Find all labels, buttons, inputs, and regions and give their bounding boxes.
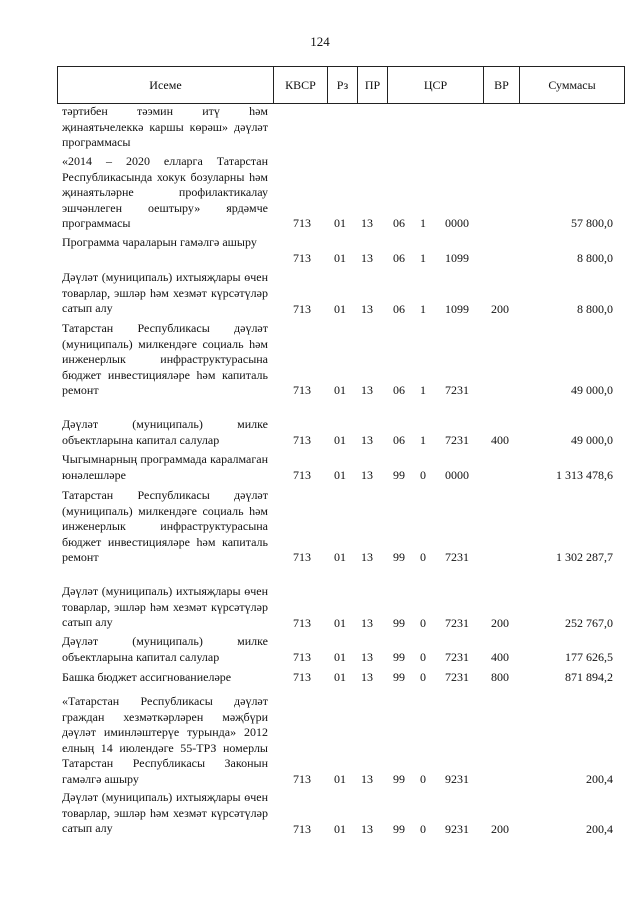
row-rz: 01 — [334, 616, 346, 630]
row-vr: 400 — [491, 433, 509, 447]
row-rz: 01 — [334, 383, 346, 397]
row-rz: 01 — [334, 550, 346, 564]
row-pr: 13 — [361, 251, 373, 265]
row-ksvr: 713 — [293, 216, 311, 230]
row-pr: 13 — [361, 433, 373, 447]
row-ksvr: 713 — [293, 550, 311, 564]
row-sum: 57 800,0 — [571, 216, 613, 230]
row-vr: 200 — [491, 616, 509, 630]
header-rz: Рз — [328, 67, 358, 103]
row-csr-1: 06 — [393, 251, 405, 265]
row-pr: 13 — [361, 468, 373, 482]
header-pr: ПР — [358, 67, 388, 103]
table-row — [0, 790, 640, 838]
row-csr-3: 7231 — [445, 383, 469, 397]
row-name: тәртибен тәэмин итү һәм җинаятьчелеккә каршы көрәш» дәүләт программасы — [62, 104, 268, 149]
row-csr-1: 06 — [393, 302, 405, 316]
row-rz: 01 — [334, 251, 346, 265]
row-sum: 1 302 287,7 — [556, 550, 613, 564]
row-ksvr: 713 — [293, 670, 311, 684]
row-name: Башка бюджет ассигнованиеләре — [62, 670, 232, 684]
row-name: Татарстан Республикасы дәүләт (муниципаль) милкендәге социаль һәм инженерлык инфраструктурасына бюджет инвестицияләре һәм капиталь ремонт — [62, 488, 268, 564]
table-row — [0, 488, 640, 568]
row-sum: 871 894,2 — [565, 670, 613, 684]
row-csr-1: 99 — [393, 822, 405, 836]
row-name: Татарстан Республикасы дәүләт (муниципаль) милкендәге социаль һәм инженерлык инфраструктурасына бюджет инвестицияләре һәм капиталь ремонт — [62, 321, 268, 397]
row-sum: 200,4 — [586, 772, 613, 786]
row-name: Программа чараларын гамәлгә ашыру — [62, 235, 257, 249]
row-csr-1: 99 — [393, 550, 405, 564]
row-csr-2: 0 — [420, 468, 426, 482]
row-vr: 800 — [491, 670, 509, 684]
row-rz: 01 — [334, 772, 346, 786]
row-name: Дәүләт (муниципаль) милке объектларына капитал салулар — [62, 634, 268, 664]
header-ksvr: КВСР — [274, 67, 328, 103]
table-header — [57, 66, 625, 104]
row-pr: 13 — [361, 616, 373, 630]
row-ksvr: 713 — [293, 772, 311, 786]
table-row — [0, 584, 640, 632]
row-csr-3: 7231 — [445, 433, 469, 447]
row-csr-3: 0000 — [445, 216, 469, 230]
row-csr-3: 7231 — [445, 670, 469, 684]
row-csr-2: 1 — [420, 251, 426, 265]
row-name: Дәүләт (муниципаль) ихтыяҗлары өчен товарлар, эшләр һәм хезмәт күрсәтүләр сатып алу — [62, 584, 268, 629]
table-row — [0, 321, 640, 401]
row-csr-2: 1 — [420, 216, 426, 230]
row-ksvr: 713 — [293, 650, 311, 664]
row-pr: 13 — [361, 302, 373, 316]
row-csr-1: 99 — [393, 650, 405, 664]
row-csr-2: 0 — [420, 772, 426, 786]
row-pr: 13 — [361, 670, 373, 684]
row-sum: 8 800,0 — [577, 251, 613, 265]
row-ksvr: 713 — [293, 302, 311, 316]
table-row — [0, 104, 640, 150]
row-pr: 13 — [361, 383, 373, 397]
row-pr: 13 — [361, 550, 373, 564]
row-csr-1: 99 — [393, 772, 405, 786]
row-vr: 400 — [491, 650, 509, 664]
row-csr-1: 06 — [393, 383, 405, 397]
header-sum: Суммасы — [548, 78, 596, 92]
row-vr: 200 — [491, 822, 509, 836]
row-csr-2: 1 — [420, 433, 426, 447]
row-rz: 01 — [334, 216, 346, 230]
table-row — [0, 452, 640, 484]
header-name: Исеме — [58, 67, 274, 103]
table-row — [0, 634, 640, 666]
row-csr-3: 7231 — [445, 650, 469, 664]
table-row — [0, 417, 640, 449]
row-sum: 49 000,0 — [571, 433, 613, 447]
row-csr-2: 0 — [420, 670, 426, 684]
page-number: 124 — [310, 34, 330, 49]
row-csr-2: 0 — [420, 650, 426, 664]
row-csr-2: 1 — [420, 383, 426, 397]
row-csr-1: 06 — [393, 433, 405, 447]
row-rz: 01 — [334, 650, 346, 664]
row-csr-1: 99 — [393, 616, 405, 630]
row-pr: 13 — [361, 822, 373, 836]
row-csr-3: 7231 — [445, 616, 469, 630]
row-csr-2: 1 — [420, 302, 426, 316]
row-rz: 01 — [334, 822, 346, 836]
table-row — [0, 694, 640, 790]
row-csr-2: 0 — [420, 550, 426, 564]
table-row — [0, 235, 640, 267]
row-ksvr: 713 — [293, 468, 311, 482]
row-ksvr: 713 — [293, 383, 311, 397]
row-sum: 177 626,5 — [565, 650, 613, 664]
row-csr-1: 99 — [393, 670, 405, 684]
row-sum: 252 767,0 — [565, 616, 613, 630]
row-rz: 01 — [334, 670, 346, 684]
row-name: Чыгымнарның программада каралмаган юнәлешләре — [62, 452, 268, 482]
row-pr: 13 — [361, 650, 373, 664]
row-csr-2: 0 — [420, 616, 426, 630]
row-vr: 200 — [491, 302, 509, 316]
row-csr-3: 1099 — [445, 251, 469, 265]
row-pr: 13 — [361, 772, 373, 786]
table-row — [0, 670, 640, 686]
row-name: «Татарстан Республикасы дәүләт граждан хезмәткәрләрен мәҗбүри дәүләт иминләштерүе турында» 2012 елның 14 июлендәге 55-ТРЗ номерлы Татарстан Республикасы Законын гамәлгә ашыру — [62, 694, 268, 786]
row-sum: 49 000,0 — [571, 383, 613, 397]
row-name: Дәүләт (муниципаль) ихтыяҗлары өчен товарлар, эшләр һәм хезмәт күрсәтүләр сатып алу — [62, 790, 268, 835]
table-row — [0, 270, 640, 318]
row-csr-1: 06 — [393, 216, 405, 230]
row-csr-3: 1099 — [445, 302, 469, 316]
row-csr-3: 0000 — [445, 468, 469, 482]
header-csr: ЦСР — [388, 67, 484, 103]
row-sum: 8 800,0 — [577, 302, 613, 316]
row-rz: 01 — [334, 433, 346, 447]
row-csr-1: 99 — [393, 468, 405, 482]
row-rz: 01 — [334, 302, 346, 316]
row-csr-3: 9231 — [445, 822, 469, 836]
row-ksvr: 713 — [293, 433, 311, 447]
row-csr-2: 0 — [420, 822, 426, 836]
row-csr-3: 9231 — [445, 772, 469, 786]
row-sum: 1 313 478,6 — [556, 468, 613, 482]
row-name: Дәүләт (муниципаль) милке объектларына капитал салулар — [62, 417, 268, 447]
row-ksvr: 713 — [293, 616, 311, 630]
table-row — [0, 154, 640, 232]
row-ksvr: 713 — [293, 822, 311, 836]
row-sum: 200,4 — [586, 822, 613, 836]
row-name: Дәүләт (муниципаль) ихтыяҗлары өчен товарлар, эшләр һәм хезмәт күрсәтүләр сатып алу — [62, 270, 268, 315]
row-ksvr: 713 — [293, 251, 311, 265]
row-pr: 13 — [361, 216, 373, 230]
row-rz: 01 — [334, 468, 346, 482]
row-name: «2014 – 2020 елларга Татарстан Республикасында хокук бозуларны һәм җинаятьләрне профилактикалау эшчәнлеген оештыру» ярдәмче программасы — [62, 154, 268, 230]
header-vr: ВР — [484, 67, 520, 103]
row-csr-3: 7231 — [445, 550, 469, 564]
